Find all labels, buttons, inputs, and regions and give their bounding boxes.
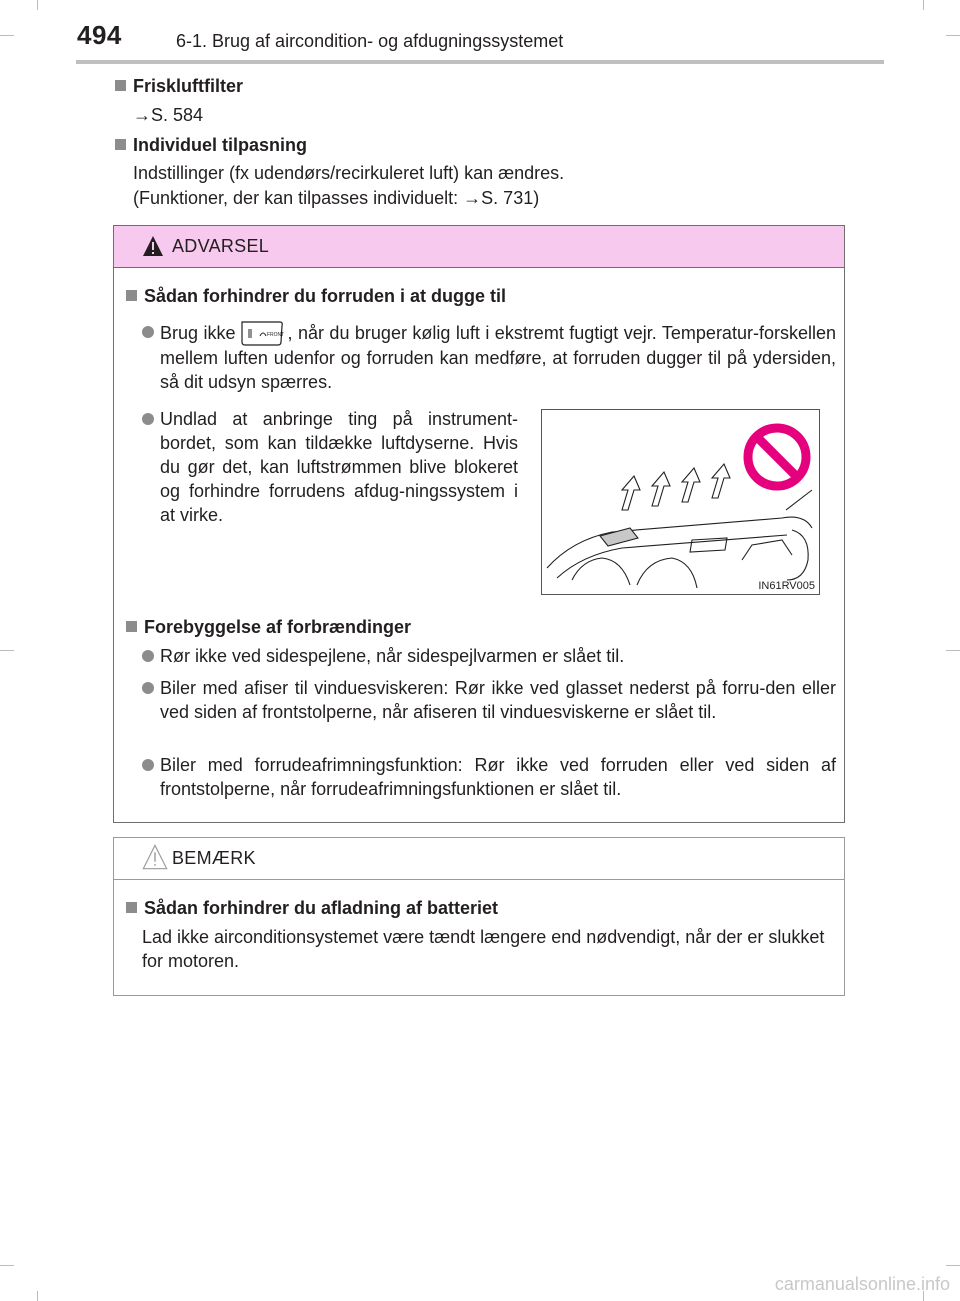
warning-label: ADVARSEL [172, 236, 270, 256]
square-bullet-icon [115, 80, 126, 91]
prohibited-icon [742, 422, 812, 492]
arrow-right-icon: → [463, 188, 482, 208]
square-bullet-icon [115, 139, 126, 150]
warning-bullet-1: Brug ikke FRONT , når du bruger kølig luft i ekstremt fugtigt vejr. Temperatur-forskellen mellem luften udenfor og forruden kan medføre, at forruden dugger til på ydersiden, så dit udsyn spærres. [142, 320, 836, 394]
square-bullet-icon [126, 902, 137, 913]
warning-box [113, 225, 845, 823]
warning-triangle-icon [142, 234, 164, 258]
defroster-button-icon [240, 320, 284, 346]
warning-subheading-fog: Sådan forhindrer du forruden i at dugge til [126, 284, 506, 308]
square-bullet-icon [126, 290, 137, 301]
fresh-air-heading: Friskluftfilter [115, 74, 243, 98]
crop-mark [37, 1291, 38, 1301]
square-bullet-icon [126, 621, 137, 632]
warning-bullet-4: Biler med afiser til vinduesviskeren: Rør ikke ved glasset nederst på forru-den eller ved siden af frontstolperne, når afiseren til vinduesviskerne er slået til. [142, 676, 836, 724]
notice-subheading: Sådan forhindrer du afladning af batteriet [126, 896, 498, 920]
notice-box [113, 837, 845, 996]
figure-code: IN61RV005 [758, 580, 815, 592]
round-bullet-icon [142, 682, 154, 694]
custom-line1: Indstillinger (fx udendørs/recirkuleret luft) kan ændres. [133, 163, 565, 183]
crop-mark [946, 650, 960, 651]
dashboard-illustration [541, 409, 820, 595]
caution-triangle-icon [142, 843, 168, 871]
round-bullet-icon [142, 326, 154, 338]
custom-line2: (Funktioner, der kan tilpasses individuelt: →S. 731) [133, 188, 540, 208]
warning-bullet-2: Undlad at anbringe ting på instrument-bordet, som kan tildække luftdyserne. Hvis du gør det, kan luftstrømmen blive blokeret og forhindre forrudens afdug-ningssystem i at virke. [142, 407, 518, 527]
header-rule [76, 60, 884, 64]
crop-mark [946, 1265, 960, 1266]
arrow-right-icon: → [133, 105, 151, 125]
fresh-air-ref: →S. 584 [133, 105, 204, 125]
warning-bullet-5: Biler med forrudeafrimningsfunktion: Rør ikke ved forruden eller ved siden af frontstolperne, når forrudeafrimningsfunktionen er slået til. [142, 753, 836, 801]
watermark: carmanualsonline.info [774, 1274, 950, 1294]
page-number: 494 [77, 20, 122, 50]
notice-body: Lad ikke airconditionsystemet være tændt længere end nødvendigt, når der er slukket for motoren. [142, 927, 825, 971]
warning-subheading-burns: Forebyggelse af forbrændinger [126, 615, 411, 639]
crop-mark [0, 1265, 14, 1266]
notice-header [114, 838, 844, 880]
round-bullet-icon [142, 650, 154, 662]
page-header [0, 0, 960, 62]
round-bullet-icon [142, 759, 154, 771]
notice-label: BEMÆRK [172, 848, 256, 868]
custom-heading: Individuel tilpasning [115, 133, 307, 157]
round-bullet-icon [142, 413, 154, 425]
warning-header [114, 226, 844, 268]
defroster-button-label: FRONT [266, 332, 284, 338]
crop-mark [0, 650, 14, 651]
section-title: 6-1. Brug af aircondition- og afdugningssystemet [176, 31, 564, 51]
warning-bullet-3: Rør ikke ved sidespejlene, når sidespejlvarmen er slået til. [142, 644, 836, 668]
